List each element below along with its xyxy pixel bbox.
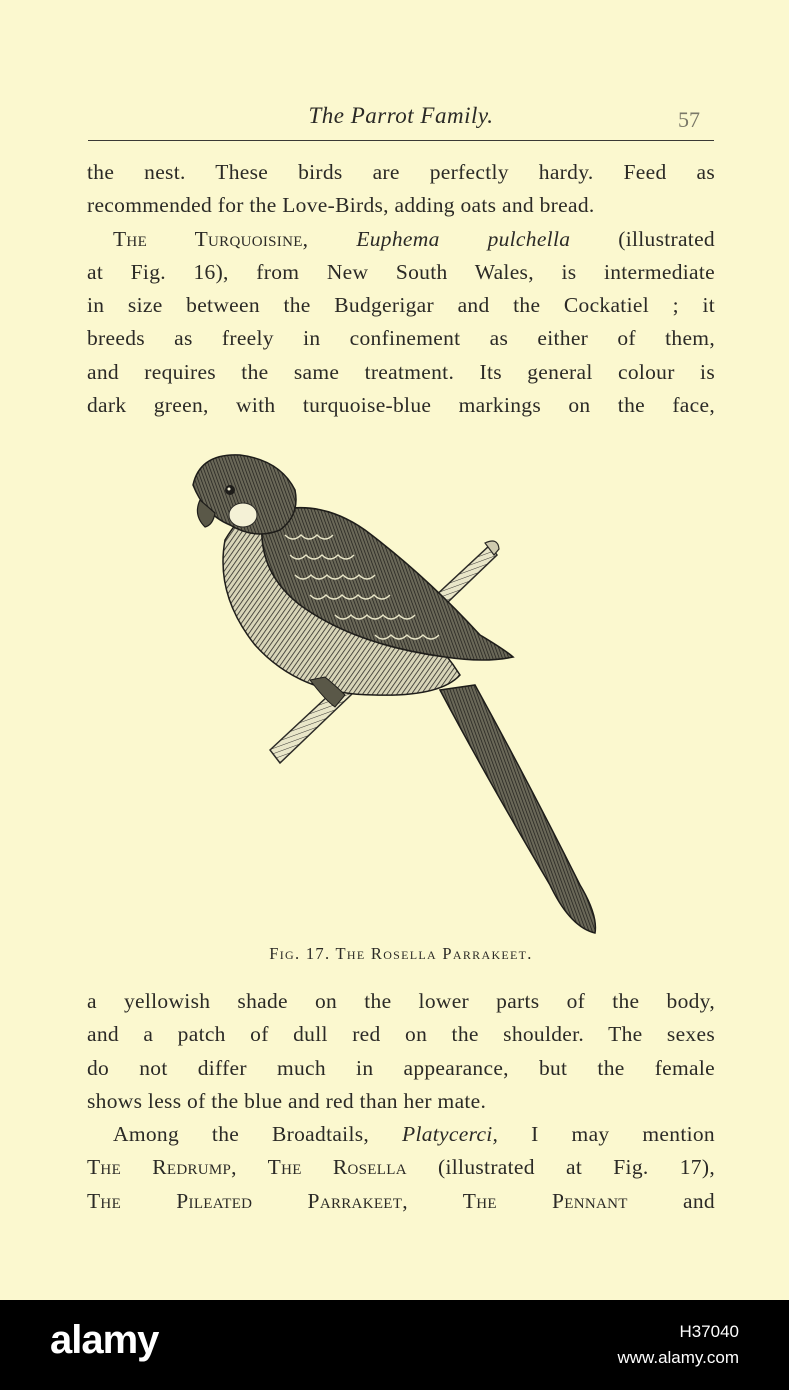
figure-caption: Fig. 17. The Rosella Parrakeet. — [269, 944, 533, 963]
paragraph-turquoisine — [87, 223, 715, 423]
parrot-engraving-icon — [185, 445, 615, 940]
text-line: dark green, with turquoise-blue markings on the face, — [87, 393, 715, 418]
text-fragment: Among the Broadtails, — [113, 1122, 370, 1146]
bird-name: The Turquoisine, — [113, 226, 309, 251]
text-line — [87, 1185, 715, 1218]
text-line: do not differ much in appearance, but the female — [87, 1055, 715, 1080]
image-id: H37040 — [679, 1322, 739, 1341]
text-line — [87, 223, 715, 256]
text-line: and requires the same treatment. Its general colour is — [87, 359, 715, 384]
text-line: and a patch of dull red on the shoulder. The sexes — [87, 1022, 715, 1047]
text-line: at Fig. 16), from New South Wales, is intermediate — [87, 259, 715, 284]
paragraph-broadtails — [87, 1118, 715, 1218]
text-line: in size between the Budgerigar and the Cockatiel ; it — [87, 293, 715, 318]
text-line: recommended for the Love-Birds, adding oats and bread. — [87, 193, 595, 218]
species-name: Euphema pulchella — [356, 226, 571, 251]
text-fragment: (illustrated — [618, 226, 715, 251]
bird-names: The Redrump, The Rosella — [87, 1155, 407, 1180]
text-fragment: (illustrated at Fig. 17), — [438, 1155, 715, 1180]
text-line: shows less of the blue and red than her mate. — [87, 1088, 487, 1113]
brand-logo: alamy — [50, 1318, 159, 1362]
text-fragment: and — [683, 1188, 715, 1213]
figure-rosella-illustration — [185, 445, 615, 940]
genus-name: Platycerci, — [402, 1122, 499, 1146]
text-line — [87, 1118, 715, 1151]
text-fragment: I may mention — [531, 1122, 715, 1146]
text-line: a yellowish shade on the lower parts of the body, — [87, 989, 715, 1013]
text-line — [87, 1151, 715, 1184]
running-title: The Parrot Family. — [308, 103, 494, 128]
paragraph-continuation — [87, 156, 715, 223]
paragraph-description — [87, 985, 715, 1118]
site-url: www.alamy.com — [617, 1348, 739, 1367]
stock-watermark-bar — [0, 1300, 789, 1390]
text-line: breeds as freely in confinement as either of them, — [87, 326, 715, 351]
bird-names: The Pileated Parrakeet, The Pennant — [87, 1188, 628, 1213]
page-number: 57 — [678, 107, 700, 132]
text-line: the nest. These birds are perfectly hardy. Feed as — [87, 160, 715, 184]
running-header — [88, 100, 714, 141]
